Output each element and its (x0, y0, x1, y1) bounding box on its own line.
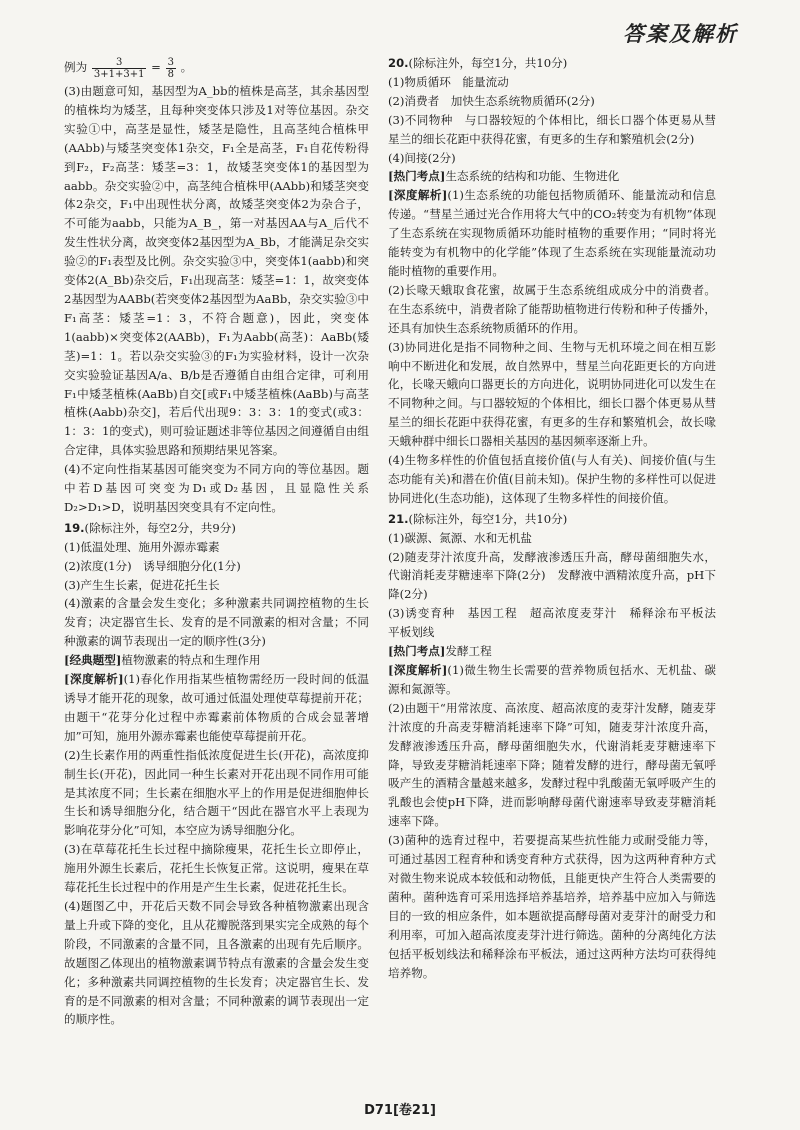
q20-answer-3: (3)不同物种 与口器较短的个体相比，细长口器个体更易从彗星兰的细长花距中获得花蜜，有更多的生存和繁殖机会(2分) (388, 112, 716, 146)
analysis-tag: [深度解析] (64, 672, 124, 687)
fraction-1 (92, 57, 147, 80)
question-number: 19. (64, 520, 85, 535)
q20-hot-topic (388, 167, 716, 186)
q19-answer-2: (2)浓度(1分) 诱导细胞分化(1分) (64, 558, 241, 573)
q21-analysis-2: (2)由题干“用常浓度、高浓度、超高浓度的麦芽汁发酵，随麦芽汁浓度的升高麦芽糖消耗速率下降”可知，随麦芽汁浓度升高，发酵液渗透压升高，酵母菌细胞失水，代谢消耗麦芽糖速率下降，导致麦芽糖消耗速率下降；随着发酵的进行，酵母菌无氧呼吸产生的酒精含量越来越多，发酵过程中乳酸菌无氧呼吸产生的乳酸也会使pH下降，进而影响酵母菌代谢速率导致麦芽糖消耗速率下降。 (388, 700, 716, 829)
q19-answer-4: (4)激素的含量会发生变化；多种激素共同调控植物的生长发育；决定器官生长、发育的是不同激素的相对含量；不同种激素的调节表现出一定的顺序性(3分) (64, 596, 369, 649)
answer-paragraph-3: (3)由题意可知，基因型为A_bb的植株是高茎，其余基因型的植株均为矮茎，且每种突变体只涉及1对等位基因。杂交实验①中，高茎是显性，矮茎是隐性，且高茎纯合植株甲(AAbb)与矮茎突变体1杂交，F₁全是高茎，F₁自花传粉得到F₂，F₂高茎：矮茎=3：1，故矮茎突变体1的基因型为aabb。杂交实验②中，高茎纯合植株甲(AAbb)和矮茎突变体2杂交，F₁中出现性状分离，故矮茎突变体2为杂合子，不可能为aabb，只能为A_B_，第一对基因AA与A_后代不发生性状分离，故突变体2基因型为A_Bb，才能满足杂交实验②的F₁表型及比例。杂交实验③中，突变体1(aabb)和突变体2(A_Bb)杂交后，F₁出现高茎：矮茎=1：1，故突变体2基因型为AABb(若突变体2基因型为AaBb，杂交实验③中F₁高茎：矮茎=1：3，不符合题意)，因此，突变体1(aabb)×突变体2(AABb)，F₁为Aabb(高茎)：AaBb(矮茎)=1：1。若以杂交实验③的F₁为实验材料，设计一次杂交实验验证基因A/a、B/b是否遵循自由组合定律，可利用F₁中矮茎植株(AaBb)自交[或F₁中矮茎植株(AaBb)与高茎植株(Aabb)杂交]，若后代出现9：3：3：1的变式(或3：1：3：1的变式)，则可验证题述非等位基因之间遵循自由组合定律，具体实验思路和预期结果见答案。 (64, 84, 369, 458)
q20-analysis-1 (388, 186, 716, 281)
q20-answer-1: (1)物质循环 能量流动 (388, 74, 509, 89)
question-19-header (64, 519, 369, 538)
equals-sign: = (151, 60, 161, 74)
q20-answer-2: (2)消费者 加快生态系统物质循环(2分) (388, 93, 595, 108)
analysis-text: (1)生态系统的功能包括物质循环、能量流动和信息传递。“彗星兰通过光合作用将大气中的CO₂转变为有机物”体现了生态系统在实现物质循环功能时植物的重要作用；“同时将光能转变为有机物中的化学能”体现了生态系统在实现能量流动功能时植物的重要作用。 (388, 188, 716, 278)
fraction-1-denominator: 3+1+3+1 (93, 68, 145, 80)
question-20-header (388, 54, 716, 73)
hot-topic-text: 发酵工程 (445, 644, 492, 659)
fraction-2-numerator: 3 (167, 56, 174, 68)
hot-topic-tag: [热门考点] (388, 169, 446, 184)
example-formula (64, 52, 369, 82)
hot-topic-text: 生态系统的结构和功能、生物进化 (445, 169, 620, 184)
q21-analysis-3: (3)菌种的选育过程中，若要提高某些抗性能力或耐受能力等，可通过基因工程育种和诱变育种方式获得，因为这两种育种方式对微生物来说成本较低和动物低，且能更快产生符合人类需要的菌种。菌种选育可采用选择培养基培养，培养基中应加入与筛选目的一致的相应条件，如本题欲提高酵母菌对麦芽汁的耐受力和利用率，可加入超高浓度麦芽汁进行筛选。菌种的分离纯化方法包括平板划线法和稀释涂布平板法，通过这两种方法均可获得纯培养物。 (388, 833, 716, 980)
analysis-tag: [深度解析] (388, 188, 448, 203)
q20-answer-4: (4)间接(2分) (388, 150, 456, 165)
analysis-text: (1)微生物生长需要的营养物质包括水、无机盐、碳源和氮源等。 (388, 663, 716, 696)
answer-paragraph-4: (4)不定向性指某基因可能突变为不同方向的等位基因。题中若D基因可突变为D₁或D₂基因，且显隐性关系D₂>D₁>D，说明基因突变具有不定向性。 (64, 462, 369, 514)
q19-answer-1: (1)低温处理、施用外源赤霉素 (64, 539, 220, 554)
question-21-header (388, 510, 716, 529)
q20-analysis-3: (3)协同进化是指不同物种之间、生物与无机环境之间在相互影响中不断进化和发展，故自然界中，彗星兰向花距更长的方向进化，长喙天蛾向口器更长的方向进化，说明协同进化可以发生在不同物种之间。与口器较短的个体相比，细长口器个体更易从彗星兰的细长花距中获得花蜜，有更多的生存和繁殖机会，故长喙天蛾种群中细长口器相关基因的基因频率逐渐上升。 (388, 339, 716, 449)
analysis-tag: [深度解析] (388, 663, 448, 677)
q19-analysis-2: (2)生长素作用的两重性指低浓度促进生长(开花)，高浓度抑制生长(开花)，因此同一种生长素对开花出现不同作用可能是其浓度不同；生长素在细胞水平上的作用是促进细胞伸长生长和诱导细胞分化，结合题干“因此在器官水平上表现为影响花芽分化”可知，本空应为诱导细胞分化。 (64, 747, 369, 838)
example-prefix: 例为 (64, 60, 88, 74)
hot-topic-tag: [热门考点] (388, 644, 446, 659)
left-column (64, 52, 369, 1029)
fraction-2 (166, 57, 176, 80)
q19-answer-3: (3)产生生长素，促进花托生长 (64, 577, 220, 592)
q20-analysis-4: (4)生物多样性的价值包括直接价值(与人有关)、间接价值(与生态功能有关)和潜在价值(目前未知)。保护生物的多样性可以促进协同进化(生态功能)，这体现了生物多样性的间接价值。 (388, 453, 716, 505)
q19-analysis-3: (3)在草莓花托生长过程中摘除瘦果，花托生长立即停止，施用外源生长素后，花托生长恢复正常。这说明，瘦果在草莓花托生长过程中的作用是产生生长素，促进花托生长。 (64, 842, 369, 895)
analysis-text: (1)春化作用指某些植物需经历一段时间的低温诱导才能开花的现象，故可通过低温处理使草莓提前开花；由题干“花芽分化过程中赤霉素前体物质的合成会显著增加”可知，施用外源赤霉素也能使草莓提前开花。 (64, 672, 369, 743)
q21-analysis-1 (388, 661, 716, 699)
q21-hot-topic (388, 642, 716, 661)
fraction-1-numerator: 3 (92, 57, 147, 69)
page-footer-label: D71[卷21] (364, 1103, 436, 1118)
question-scoring: (除标注外，每空1分，共10分) (408, 511, 568, 526)
q19-analysis-1 (64, 670, 369, 746)
question-number: 20. (388, 56, 409, 70)
q19-classic-topic (64, 651, 369, 670)
classic-tag: [经典题型] (64, 653, 122, 668)
q20-analysis-2: (2)长喙天蛾取食花蜜，故属于生态系统组成成分中的消费者。在生态系统中，消费者除了能帮助植物进行传粉和种子传播外，还具有加快生态系统物质循环的作用。 (388, 282, 716, 335)
q19-analysis-4: (4)题图乙中，开花后天数不同会导致各种植物激素出现含量上升或下降的变化，且从花瓣脱落到果实完全成熟的每个阶段，不同激素的含量不同，且各激素的出现有先后顺序。故题图乙体现出的植物激素调节特点有激素的含量会发生变化；多种激素共同调控植物的生长发育；决定器官生长、发育的是不同激素的相对含量；不同种激素的调节表现出一定的顺序性。 (64, 898, 369, 1027)
question-number: 21. (388, 511, 409, 526)
q21-answer-1: (1)碳源、氮源、水和无机盐 (388, 530, 532, 545)
right-column (388, 52, 728, 982)
example-suffix: 。 (180, 60, 193, 74)
question-scoring: (除标注外，每空2分，共9分) (84, 520, 236, 535)
classic-text: 植物激素的特点和生理作用 (121, 653, 261, 668)
q21-answer-2: (2)随麦芽汁浓度升高，发酵液渗透压升高，酵母菌细胞失水，代谢消耗麦芽糖速率下降(2分) 发酵液中酒精浓度升高，pH下降(2分) (388, 549, 716, 602)
fraction-2-denominator: 8 (167, 68, 174, 80)
page-header-title: 答案及解析 (623, 22, 738, 46)
question-scoring: (除标注外，每空1分，共10分) (408, 56, 568, 70)
q21-answer-3: (3)诱变育种 基因工程 超高浓度麦芽汁 稀释涂布平板法 平板划线 (388, 606, 728, 640)
